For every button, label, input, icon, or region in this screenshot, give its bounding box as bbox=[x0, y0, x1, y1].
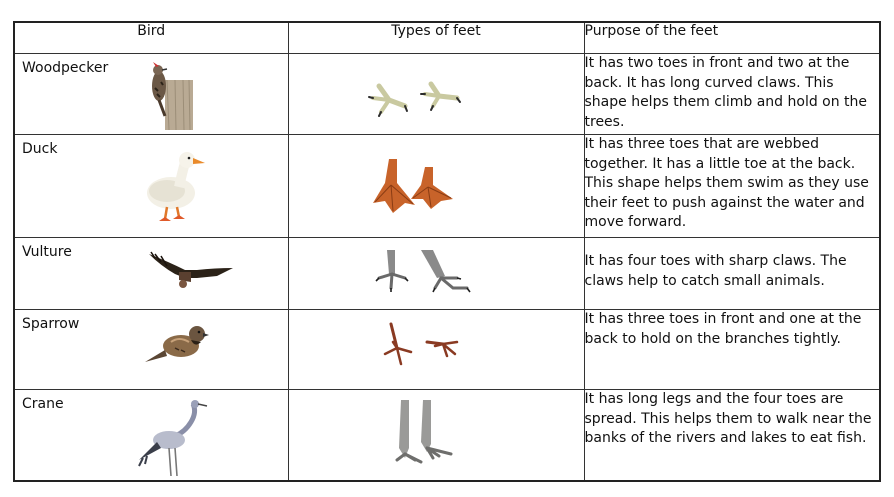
woodpecker-icon bbox=[143, 58, 201, 132]
perching-feet-icon bbox=[381, 320, 471, 380]
bird-name: Sparrow bbox=[22, 316, 80, 332]
bird-name: Vulture bbox=[22, 244, 72, 260]
bird-name: Woodpecker bbox=[22, 60, 109, 76]
table-row bbox=[14, 238, 880, 310]
purpose-text: It has three toes that are webbed together. It has a little toe at the back. This shape helps them swim as they use their feet to push against the water and move forward. bbox=[584, 136, 869, 230]
header-bird: Bird bbox=[14, 22, 288, 54]
bird-cell bbox=[14, 135, 288, 238]
feet-cell bbox=[288, 238, 584, 310]
bird-cell bbox=[14, 238, 288, 310]
bird-name: Duck bbox=[22, 141, 58, 157]
bird-cell bbox=[14, 390, 288, 481]
sparrow-icon bbox=[143, 320, 213, 366]
purpose-cell bbox=[584, 310, 880, 390]
birds-feet-table bbox=[13, 21, 881, 482]
purpose-cell bbox=[584, 390, 880, 481]
vulture-icon bbox=[145, 248, 237, 290]
crane-icon bbox=[135, 398, 219, 480]
feet-cell bbox=[288, 54, 584, 135]
feet-cell bbox=[288, 390, 584, 481]
header-purpose: Purpose of the feet bbox=[584, 22, 880, 54]
bird-name: Crane bbox=[22, 396, 64, 412]
table-row bbox=[14, 135, 880, 238]
talon-feet-icon bbox=[373, 248, 473, 300]
bird-cell bbox=[14, 310, 288, 390]
table-row bbox=[14, 310, 880, 390]
zygodactyl-feet-icon bbox=[359, 76, 469, 126]
purpose-text: It has four toes with sharp claws. The claws help to catch small animals. bbox=[584, 253, 847, 289]
purpose-cell bbox=[584, 135, 880, 238]
webbed-feet-icon bbox=[371, 153, 461, 219]
purpose-cell bbox=[584, 238, 880, 310]
feet-cell bbox=[288, 135, 584, 238]
header-row bbox=[14, 22, 880, 54]
feet-cell bbox=[288, 310, 584, 390]
table-row bbox=[14, 390, 880, 481]
purpose-cell bbox=[584, 54, 880, 135]
wading-feet-icon bbox=[393, 398, 473, 472]
duck-icon bbox=[143, 149, 209, 227]
purpose-text: It has two toes in front and two at the back. It has long curved claws. This shape helps them climb and hold on the trees. bbox=[584, 55, 868, 130]
bird-cell bbox=[14, 54, 288, 135]
purpose-text: It has long legs and the four toes are spread. This helps them to walk near the banks of the rivers and lakes to eat fish. bbox=[584, 391, 872, 446]
purpose-text: It has three toes in front and one at the back to hold on the branches tightly. bbox=[584, 311, 862, 347]
header-types-of-feet: Types of feet bbox=[288, 22, 584, 54]
table-row bbox=[14, 54, 880, 135]
